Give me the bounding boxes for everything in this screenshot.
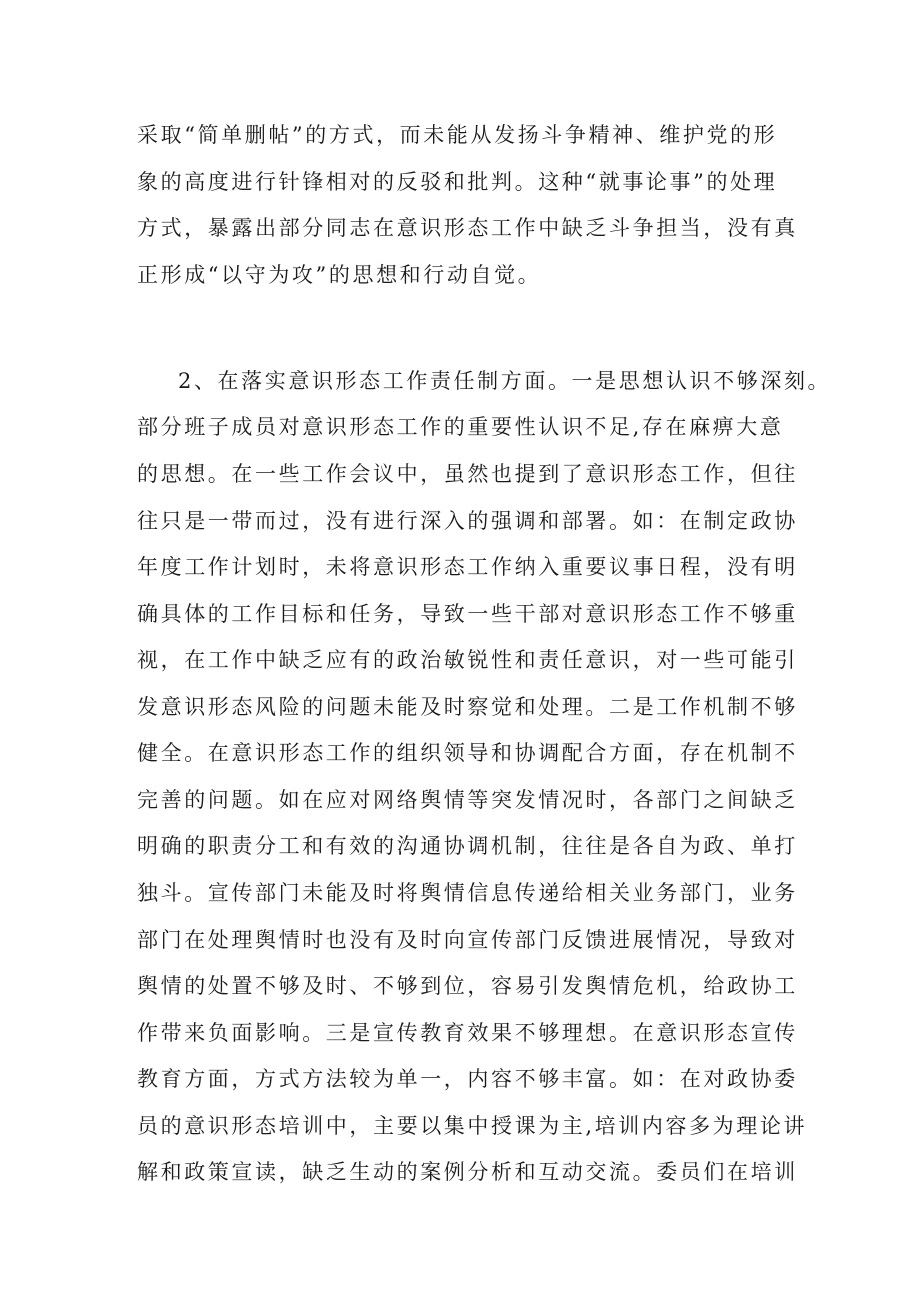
paragraph-line: 作带来负面影响。三是宣传教育效果不够理想。在意识形态宣传 — [137, 1021, 798, 1045]
paragraph-line: 方式，暴露出部分同志在意识形态工作中缺乏斗争担当，没有真 — [137, 216, 798, 240]
paragraph-line: 部门在处理舆情时也没有及时向宣传部门反馈进展情况，导致对 — [137, 928, 798, 952]
paragraph-line: 正形成“以守为攻”的思想和行动自觉。 — [137, 263, 542, 287]
paragraph-line: 健全。在意识形态工作的组织领导和协调配合方面，存在机制不 — [137, 741, 798, 765]
paragraph-line: 年度工作计划时，未将意识形态工作纳入重要议事日程，没有明 — [137, 555, 798, 579]
paragraph-line: 的思想。在一些工作会议中，虽然也提到了意识形态工作，但往 — [137, 462, 798, 486]
paragraph-line: 象的高度进行针锋相对的反驳和批判。这种“就事论事”的处理 — [137, 170, 778, 194]
paragraph-line: 解和政策宣读，缺乏生动的案例分析和互动交流。委员们在培训 — [137, 1160, 798, 1184]
paragraph-line: 舆情的处置不够及时、不够到位，容易引发舆情危机，给政协工 — [137, 974, 798, 998]
paragraph-line: 明确的职责分工和有效的沟通协调机制，往往是各自为政、单打 — [137, 834, 798, 858]
paragraph-line: 确具体的工作目标和任务，导致一些干部对意识形态工作不够重 — [137, 602, 798, 626]
paragraph-heading-line: 2、在落实意识形态工作责任制方面。一是思想认识不够深刻。 — [178, 369, 832, 393]
paragraph-line: 员的意识形态培训中，主要以集中授课为主,培训内容多为理论讲 — [137, 1114, 808, 1138]
paragraph-line: 往只是一带而过，没有进行深入的强调和部署。如：在制定政协 — [137, 509, 798, 533]
paragraph-line: 采取“简单删帖”的方式，而未能从发扬斗争精神、维护党的形 — [137, 123, 778, 147]
paragraph-line: 视，在工作中缺乏应有的政治敏锐性和责任意识，对一些可能引 — [137, 648, 798, 672]
paragraph-line: 教育方面，方式方法较为单一，内容不够丰富。如：在对政协委 — [137, 1067, 798, 1091]
paragraph-line: 部分班子成员对意识形态工作的重要性认识不足,存在麻痹大意 — [137, 415, 784, 439]
paragraph-line: 发意识形态风险的问题未能及时察觉和处理。二是工作机制不够 — [137, 695, 798, 719]
paragraph-line: 完善的问题。如在应对网络舆情等突发情况时，各部门之间缺乏 — [137, 788, 798, 812]
paragraph-line: 独斗。宣传部门未能及时将舆情信息传递给相关业务部门，业务 — [137, 881, 798, 905]
